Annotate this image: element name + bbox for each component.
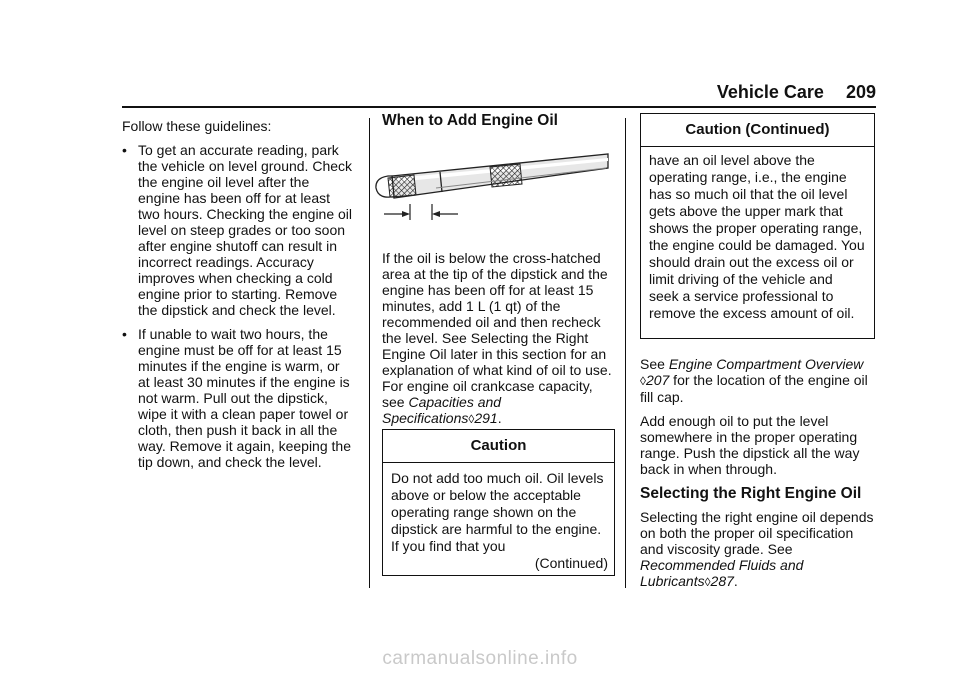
punctuation: . [733,573,738,589]
engine-compartment-reference[interactable]: Engine Compartment Overview [668,356,864,372]
caution-title: Caution (Continued) [641,114,874,147]
header-rule [122,106,876,108]
bullet-text: If unable to wait two hours, the engine must be off for at least 15 minutes if the engine is warm, or at least 30 minutes if the engine is not warm. Pull out the dipstick, wipe it with a clean paper towel or cloth, then push it back in all the way. Remove it again, keeping the tip down, and check the level. [138,326,351,470]
column-3-text [640,356,876,598]
paragraph-text: later in this section for an explanation of what kind of oil to use. For engine oil crankcase capacity, see [382,346,612,410]
add-oil-paragraph: Add enough oil to put the level somewhere in the proper operating range. Push the dipstick all the way back in when through. [640,413,860,477]
column-1 [122,118,354,478]
paragraph-text: for the location of the engine oil fill cap. [640,372,868,405]
caution-body: have an oil level above the operating range, i.e., the engine has so much oil that the oil level gets above the upper mark that shows the proper operating range, the engine could be damaged. You should drain out the excess oil or limit driving of the vehicle and seek a service professional to remove the excess amount of oil. [649,152,865,321]
bullet-item [122,326,354,470]
paragraph-text: Selecting the right engine oil depends on both the proper oil specification and viscosity grade. See [640,509,874,557]
section-heading: Selecting the Right Engine Oil [640,485,862,502]
column-divider-2 [625,118,626,588]
fluids-reference[interactable]: Recommended Fluids and Lubricants [640,557,804,589]
guidelines-intro: Follow these guidelines: [122,118,272,134]
caution-box [382,429,615,576]
punctuation: . [497,410,502,426]
caution-continued: (Continued) [534,555,608,571]
oil-add-paragraph [382,250,614,435]
dipstick-illustration [370,148,612,220]
column-2 [382,112,614,130]
paragraph-text: See [640,356,669,372]
bullet-text: To get an accurate reading, park the vehicle on level ground. Check the engine oil level after the engine has been off for at least two hours. Checking the engine oil level on steep grades or too soon after engine shutoff can result in incorrect readings. Accuracy improves when checking a cold engine prior to starting. Remove the dipstick and check the level. [138,142,353,318]
section-heading: When to Add Engine Oil [382,112,558,129]
caution-title: Caution [383,430,614,463]
section-title: Vehicle Care [716,82,824,102]
page-header [717,82,876,103]
selecting-oil-reference[interactable]: Selecting the Right Engine Oil [382,330,589,362]
page-number: 209 [845,82,876,102]
page-ref-icon: ◊ [640,374,646,388]
bullet-item [122,142,354,318]
capacities-reference[interactable]: Capacities and Specifications [382,394,502,426]
capacities-page-number[interactable]: 291 [474,410,498,426]
compartment-page-number[interactable]: 207 [645,372,670,388]
paragraph-text: If the oil is below the cross-hatched area at the tip of the dipstick and the engine has been off for at least 15 minutes, add 1 L (1 qt) of the recommended oil and then recheck the level. See [382,250,608,346]
bullet-marker: • [122,142,127,158]
page-ref-icon: ◊ [468,412,475,426]
watermark: carmanualsonline.info [382,648,578,669]
caution-continued-box [640,113,875,339]
page-ref-icon: ◊ [704,575,711,589]
caution-body: Do not add too much oil. Oil levels above or below the acceptable operating range shown on the dipstick are harmful to the engine. If you find that you [391,470,604,554]
bullet-marker: • [122,326,127,342]
fluids-page-number[interactable]: 287 [710,573,734,589]
